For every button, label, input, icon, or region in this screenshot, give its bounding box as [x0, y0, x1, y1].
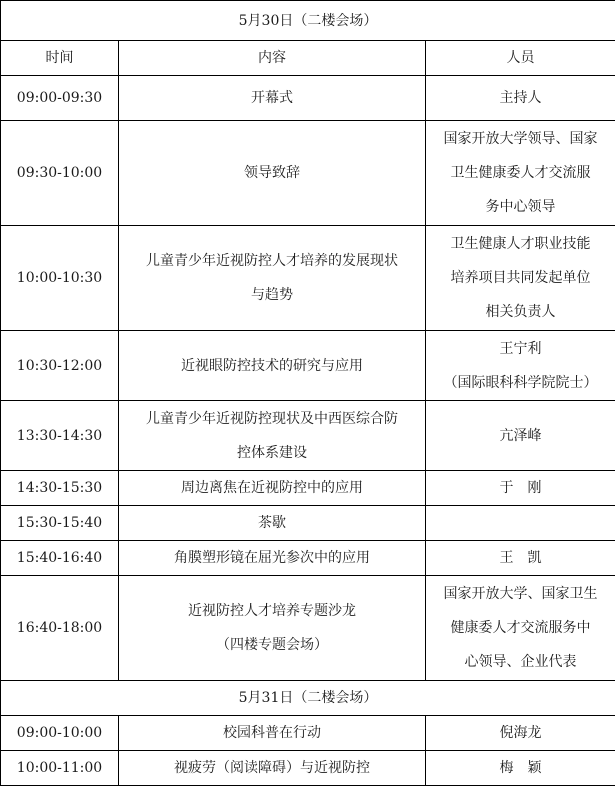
- session-people-line: 国家开放大学、国家卫生: [443, 586, 598, 602]
- header-people: 人员: [426, 41, 615, 76]
- session-people-line: 倪海龙: [499, 725, 542, 741]
- schedule-row: [1, 331, 615, 401]
- session-time: 09:30-10:00: [1, 121, 119, 226]
- session-people: [426, 576, 615, 681]
- session-content: [119, 471, 426, 506]
- schedule-row: [1, 401, 615, 471]
- session-time: 09:00-10:00: [1, 716, 119, 751]
- session-people: [426, 751, 615, 786]
- header-time: 时间: [1, 41, 119, 76]
- day2-title-row: [1, 681, 615, 716]
- day1-title-row: [1, 1, 615, 41]
- session-people: [426, 401, 615, 471]
- session-people: [426, 541, 615, 576]
- schedule-row: [1, 716, 615, 751]
- session-time: 15:40-16:40: [1, 541, 119, 576]
- schedule-row: [1, 471, 615, 506]
- session-content: [119, 751, 426, 786]
- session-content: [119, 576, 426, 681]
- session-content-line: 角膜塑形镜在屈光参次中的应用: [174, 550, 370, 566]
- session-people-line: 培养项目共同发起单位: [450, 270, 591, 286]
- session-content-line: 领导致辞: [244, 165, 300, 181]
- session-content: [119, 716, 426, 751]
- session-time: 15:30-15:40: [1, 506, 119, 541]
- session-people-line: 王宁利: [499, 340, 542, 357]
- session-content: [119, 331, 426, 401]
- session-content-line: 儿童青少年近视防控人才培养的发展现状: [146, 253, 398, 269]
- session-people-line: 务中心领导: [485, 199, 556, 215]
- session-content-line: 控体系建设: [237, 444, 307, 461]
- session-content: [119, 541, 426, 576]
- session-content: [119, 226, 426, 331]
- schedule-row: [1, 576, 615, 681]
- schedule-row: [1, 751, 615, 786]
- session-people-line: 国家开放大学领导、国家: [443, 131, 598, 147]
- schedule-body: [1, 1, 615, 786]
- session-content-line: 开幕式: [251, 90, 293, 106]
- session-people-line: 卫生健康人才职业技能: [450, 236, 591, 252]
- session-people: [426, 506, 615, 541]
- session-time: 09:00-09:30: [1, 76, 119, 121]
- session-people-line: 卫生健康委人才交流服: [450, 165, 591, 181]
- session-people: [426, 121, 615, 226]
- session-people-line: 相关负责人: [485, 304, 556, 320]
- session-time: 10:00-11:00: [1, 751, 119, 786]
- session-content-line: 近视防控人才培养专题沙龙: [188, 603, 356, 619]
- session-people: [426, 471, 615, 506]
- session-content-line: 与趋势: [251, 287, 293, 303]
- session-content: [119, 506, 426, 541]
- day1-title: 5月30日（二楼会场）: [1, 1, 615, 41]
- session-time: 10:00-10:30: [1, 226, 119, 331]
- session-content-line: 近视眼防控技术的研究与应用: [181, 357, 363, 374]
- session-time: 16:40-18:00: [1, 576, 119, 681]
- session-people: [426, 76, 615, 121]
- session-people-line: 健康委人才交流服务中: [450, 620, 591, 636]
- session-content-line: 视疲劳（阅读障碍）与近视防控: [174, 760, 370, 776]
- session-people-line: （国际眼科科学院院士）: [443, 374, 598, 391]
- session-content: [119, 401, 426, 471]
- session-people-line: 梅 颖: [499, 760, 542, 776]
- header-row: [1, 41, 615, 76]
- day2-title: 5月31日（二楼会场）: [1, 681, 615, 716]
- session-time: 14:30-15:30: [1, 471, 119, 506]
- session-content-line: 校园科普在行动: [223, 725, 321, 741]
- session-people-line: 王 凯: [499, 550, 542, 566]
- session-content-line: 茶歇: [258, 515, 286, 531]
- session-content-line: 儿童青少年近视防控现状及中西医综合防: [146, 410, 398, 427]
- session-people: [426, 716, 615, 751]
- schedule-row: [1, 541, 615, 576]
- session-time: 13:30-14:30: [1, 401, 119, 471]
- schedule-row: [1, 506, 615, 541]
- header-content: 内容: [119, 41, 426, 76]
- session-time: 10:30-12:00: [1, 331, 119, 401]
- schedule-row: [1, 121, 615, 226]
- session-people: [426, 226, 615, 331]
- schedule-row: [1, 76, 615, 121]
- session-people-line: 心领导、企业代表: [464, 654, 577, 670]
- session-content-line: 周边离焦在近视防控中的应用: [181, 480, 363, 496]
- session-people: [426, 331, 615, 401]
- session-content: [119, 121, 426, 226]
- session-content: [119, 76, 426, 121]
- session-content-line: （四楼专题会场）: [216, 637, 328, 653]
- session-people-line: 亢泽峰: [499, 427, 542, 444]
- session-people-line: 于 刚: [499, 480, 542, 496]
- session-people-line: 主持人: [499, 90, 542, 106]
- schedule-row: [1, 226, 615, 331]
